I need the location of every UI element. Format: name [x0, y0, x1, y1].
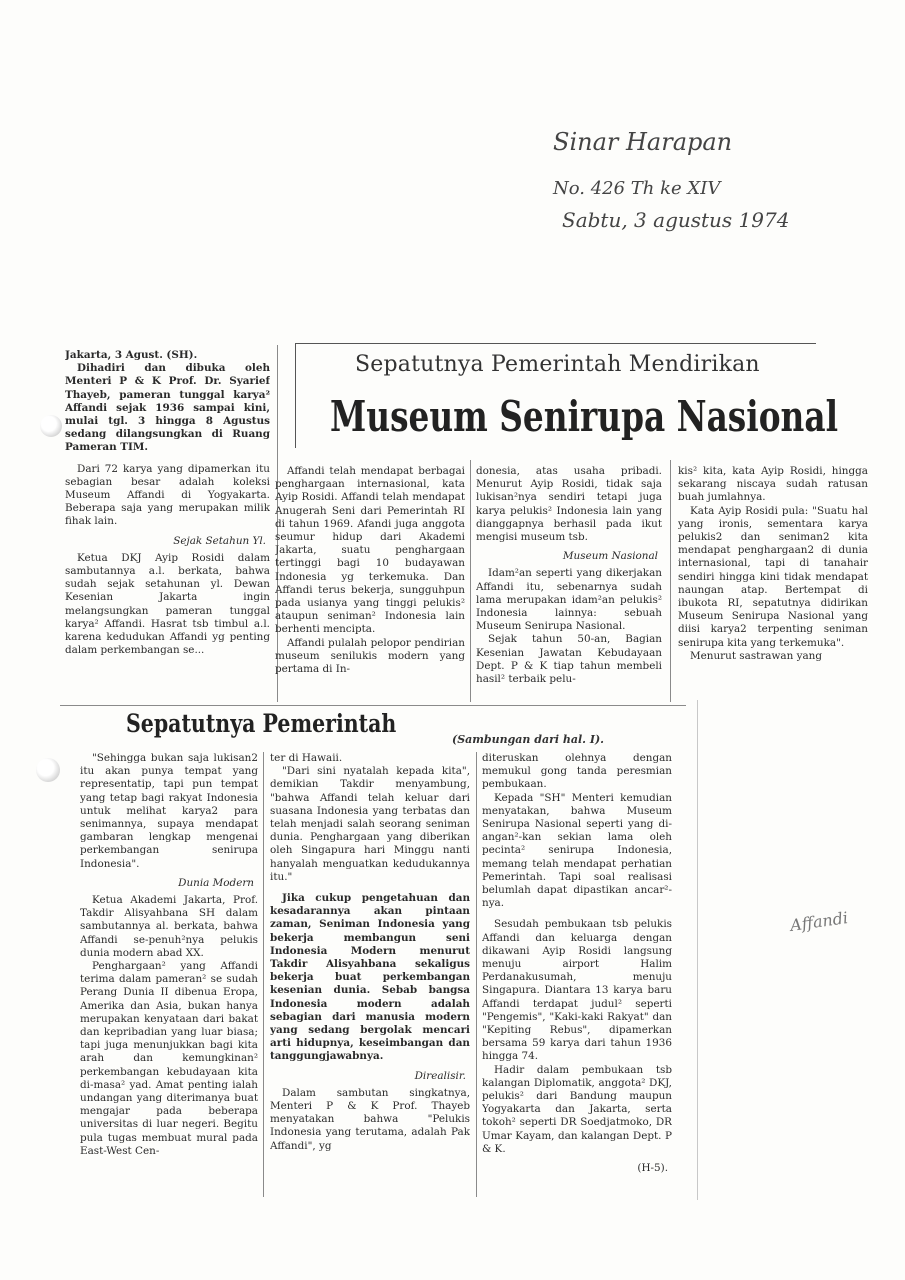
paragraph: Menurut sastrawan yang	[690, 649, 822, 662]
handwritten-issue: No. 426 Th ke XIV	[553, 178, 721, 199]
column-rule	[263, 752, 264, 1197]
subhead: Museum Nasional	[562, 550, 658, 563]
column-rule	[670, 460, 671, 702]
paragraph: Dalam sambutan singkatnya, Menteri P & K Prof. Thayeb menyatakan bahwa "Pelukis Indonesia yang terutama, adalah Pak Affandi", yg	[270, 1086, 470, 1152]
byline-code: (H-5).	[637, 1162, 668, 1175]
article-bottom-column-3	[482, 752, 672, 1222]
paragraph: "Dari sini nyatalah kepada kita", demikian Takdir menyambung, "bahwa Affandi telah keluar dari suasana Indonesia yang terbatas dan telah menjadi salah seorang seniman dunia. Penghargaan yang diberikan oleh Singapura hari Minggu nanti hanyalah menguatkan kedudukannya itu."	[270, 765, 470, 883]
paragraph: ter di Hawaii.	[270, 752, 343, 764]
lead-paragraph: Dihadiri dan dibuka oleh Menteri P & K Prof. Dr. Syarief Thayeb, pameran tunggal karya² Affandi sejak 1936 sampai kini, mulai tgl. 3 hingga 8 Agustus sedang dilangsungkan di Ruang Pameran TIM.	[65, 362, 270, 454]
paragraph: "Sehingga bukan saja lukisan2 itu akan punya tempat yang representatip, tapi pun tempat yang tetap bagi rakyat Indonesia untuk melihat karya2 para senimannya, supaya mendapat gambaran lengkap mengenai perkembangan senirupa Indonesia".	[80, 752, 258, 870]
paragraph: Ketua DKJ Ayip Rosidi dalam sambutannya a.l. berkata, bahwa sudah sejak setahunan yl. Dewan Kesenian Jakarta ingin melangsungkan pameran tunggal karya² Affandi. Hasrat tsb timbul a.l. karena kedudukan Affandi yg penting dalam perkembangan se...	[65, 551, 270, 657]
column-rule	[470, 460, 471, 702]
paragraph: Affandi pulalah pelopor pendirian museum senilukis modern yang pertama di In-	[275, 636, 465, 676]
article-top-column-2	[275, 465, 465, 705]
paragraph: Ketua Akademi Jakarta, Prof. Takdir Alisyahbana SH dalam sambutannya al. berkata, bahwa Affandi se-penuh²nya pelukis dunia modern abad XX.	[80, 894, 258, 959]
paragraph: Kata Ayip Rosidi pula: "Suatu hal yang ironis, sementara karya pelukis2 dan seniman2 kita mendapat penghargaan2 di dunia internasional, tapi di tanahair sendiri hingga kini tidak mendapat naungan atap. Bertempat di ibukota RI, sepatutnya didirikan Museum Senirupa Nasional yang diisi karya2 terpenting seniman senirupa kita yang terkemuka".	[678, 504, 868, 649]
article-top-column-1	[65, 349, 270, 704]
paragraph: Sejak tahun 50-an, Bagian Kesenian Jawatan Kebudayaan Dept. P & K tiap tahun membeli hasil² terbaik pelu-	[476, 633, 662, 686]
column-rule	[476, 752, 477, 1197]
paragraph: Dari 72 karya yang dipamerkan itu sebagian besar adalah koleksi Museum Affandi di Yogyakarta. Beberapa saja yang merupakan milik fihak lain.	[65, 462, 270, 528]
paragraph: Penghargaan² yang Affandi terima dalam pameran² se sudah Perang Dunia II dibenua Eropa, Amerika dan Asia, bukan hanya merupakan kenyataan dari bakat dan kepribadian yang luar biasa; tapi juga menunjukkan bagi kita arah dan kemungkinan² perkembangan kebudayaan kita di-masa² yad. Amat penting ialah undangan yang diterimanya buat mengajar pada beberapa universitas di luar negeri. Begitu pula tugas membuat mural pada East-West Cen-	[80, 960, 258, 1157]
section-rule	[60, 705, 686, 706]
paragraph: kis² kita, kata Ayip Rosidi, hingga sekarang niscaya sudah ratusan buah jumlahnya.	[678, 465, 868, 504]
headline-kicker: Sepatutnya Pemerintah Mendirikan	[355, 352, 760, 377]
paragraph-bold: Jika cukup pengetahuan dan kesadarannya akan pintaan zaman, Seniman Indonesia yang bekerja membangun seni Indonesia Modern menurut Takdir Alisyahbana sekaligus bekerja buat perkembangan kesenian dunia. Sebab bangsa Indonesia modern adalah sebagian dari manusia modern yang sedang bergolak mencari arti hidupnya, keseimbangan dan tanggungjawabnya.	[270, 892, 470, 1063]
subhead: Direalisir.	[414, 1069, 466, 1082]
handwritten-date: Sabtu, 3 agustus 1974	[562, 208, 790, 232]
continuation-title: Sepatutnya Pemerintah	[126, 709, 397, 738]
subhead: Sejak Setahun Yl.	[173, 534, 266, 547]
article-bottom-column-2	[270, 752, 470, 1222]
continuation-note: (Sambungan dari hal. I).	[452, 733, 605, 746]
paragraph: Kepada "SH" Menteri kemudian menyatakan, bahwa Museum Senirupa Nasional seperti yang di-angan²-kan sekian lama oleh pecinta² senirupa Indonesia, memang telah mendapat perhatian Pemerintah. Tapi soal realisasi belumlah dapat dipastikan ancar²-nya.	[482, 791, 672, 910]
article-top-column-3	[476, 465, 662, 705]
paragraph: diteruskan olehnya dengan memukul gong tanda peresmian pembukaan.	[482, 752, 672, 791]
article-bottom-column-1	[80, 752, 258, 1222]
subhead: Dunia Modern	[178, 876, 254, 889]
signature: Affandi	[788, 908, 850, 935]
paragraph: Hadir dalam pembukaan tsb kalangan Diplomatik, anggota² DKJ, pelukis² dari Bandung maupun Yogyakarta dan Jakarta, serta tokoh² seperti DR Soedjatmoko, DR Umar Kayam, dan kalangan Dept. P & K.	[482, 1063, 672, 1155]
paragraph: Affandi telah mendapat berbagai penghargaan internasional, kata Ayip Rosidi. Affandi telah mendapat Anugerah Seni dari Pemerintah RI di tahun 1969. Afandi juga anggota seumur hidup dari Akademi Jakarta, suatu penghargaan tertinggi bagi 10 budayawan Indonesia yg terkemuka. Dan Affandi terus bekerja, sungguhpun pada usianya yang tinggi pelukis² ataupun seniman² Indonesia lain berhenti mencipta.	[275, 465, 465, 636]
paragraph: donesia, atas usaha pribadi. Menurut Ayip Rosidi, tidak saja lukisan²nya sendiri tetapi juga karya pelukis² Indonesia lain yang dianggapnya berhasil pada ikut mengisi museum tsb.	[476, 465, 662, 544]
headline-title: Museum Senirupa Nasional	[330, 392, 839, 441]
handwritten-publication: Sinar Harapan	[553, 128, 733, 156]
dateline: Jakarta, 3 Agust. (SH).	[65, 349, 198, 361]
paragraph: Sesudah pembukaan tsb pelukis Affandi dan keluarga dengan dikawani Ayip Rosidi langsung menuju airport Halim Perdanakusumah, menuju Singapura. Diantara 13 karya baru Affandi terdapat judul² seperti "Pengemis", "Kaki-kaki Rakyat" dan "Kepiting Rebus", dipamerkan bersama 59 karya dari tahun 1936 hingga 74.	[482, 918, 672, 1063]
clipping-edge	[697, 700, 698, 1200]
punch-hole-top	[40, 415, 62, 437]
article-top-column-4	[678, 465, 868, 705]
punch-hole-bottom	[36, 758, 60, 782]
paragraph: Idam²an seperti yang dikerjakan Affandi itu, sebenarnya sudah lama merupakan idam²an pelukis² Indonesia lainnya: sebuah Museum Senirupa Nasional.	[476, 567, 662, 633]
